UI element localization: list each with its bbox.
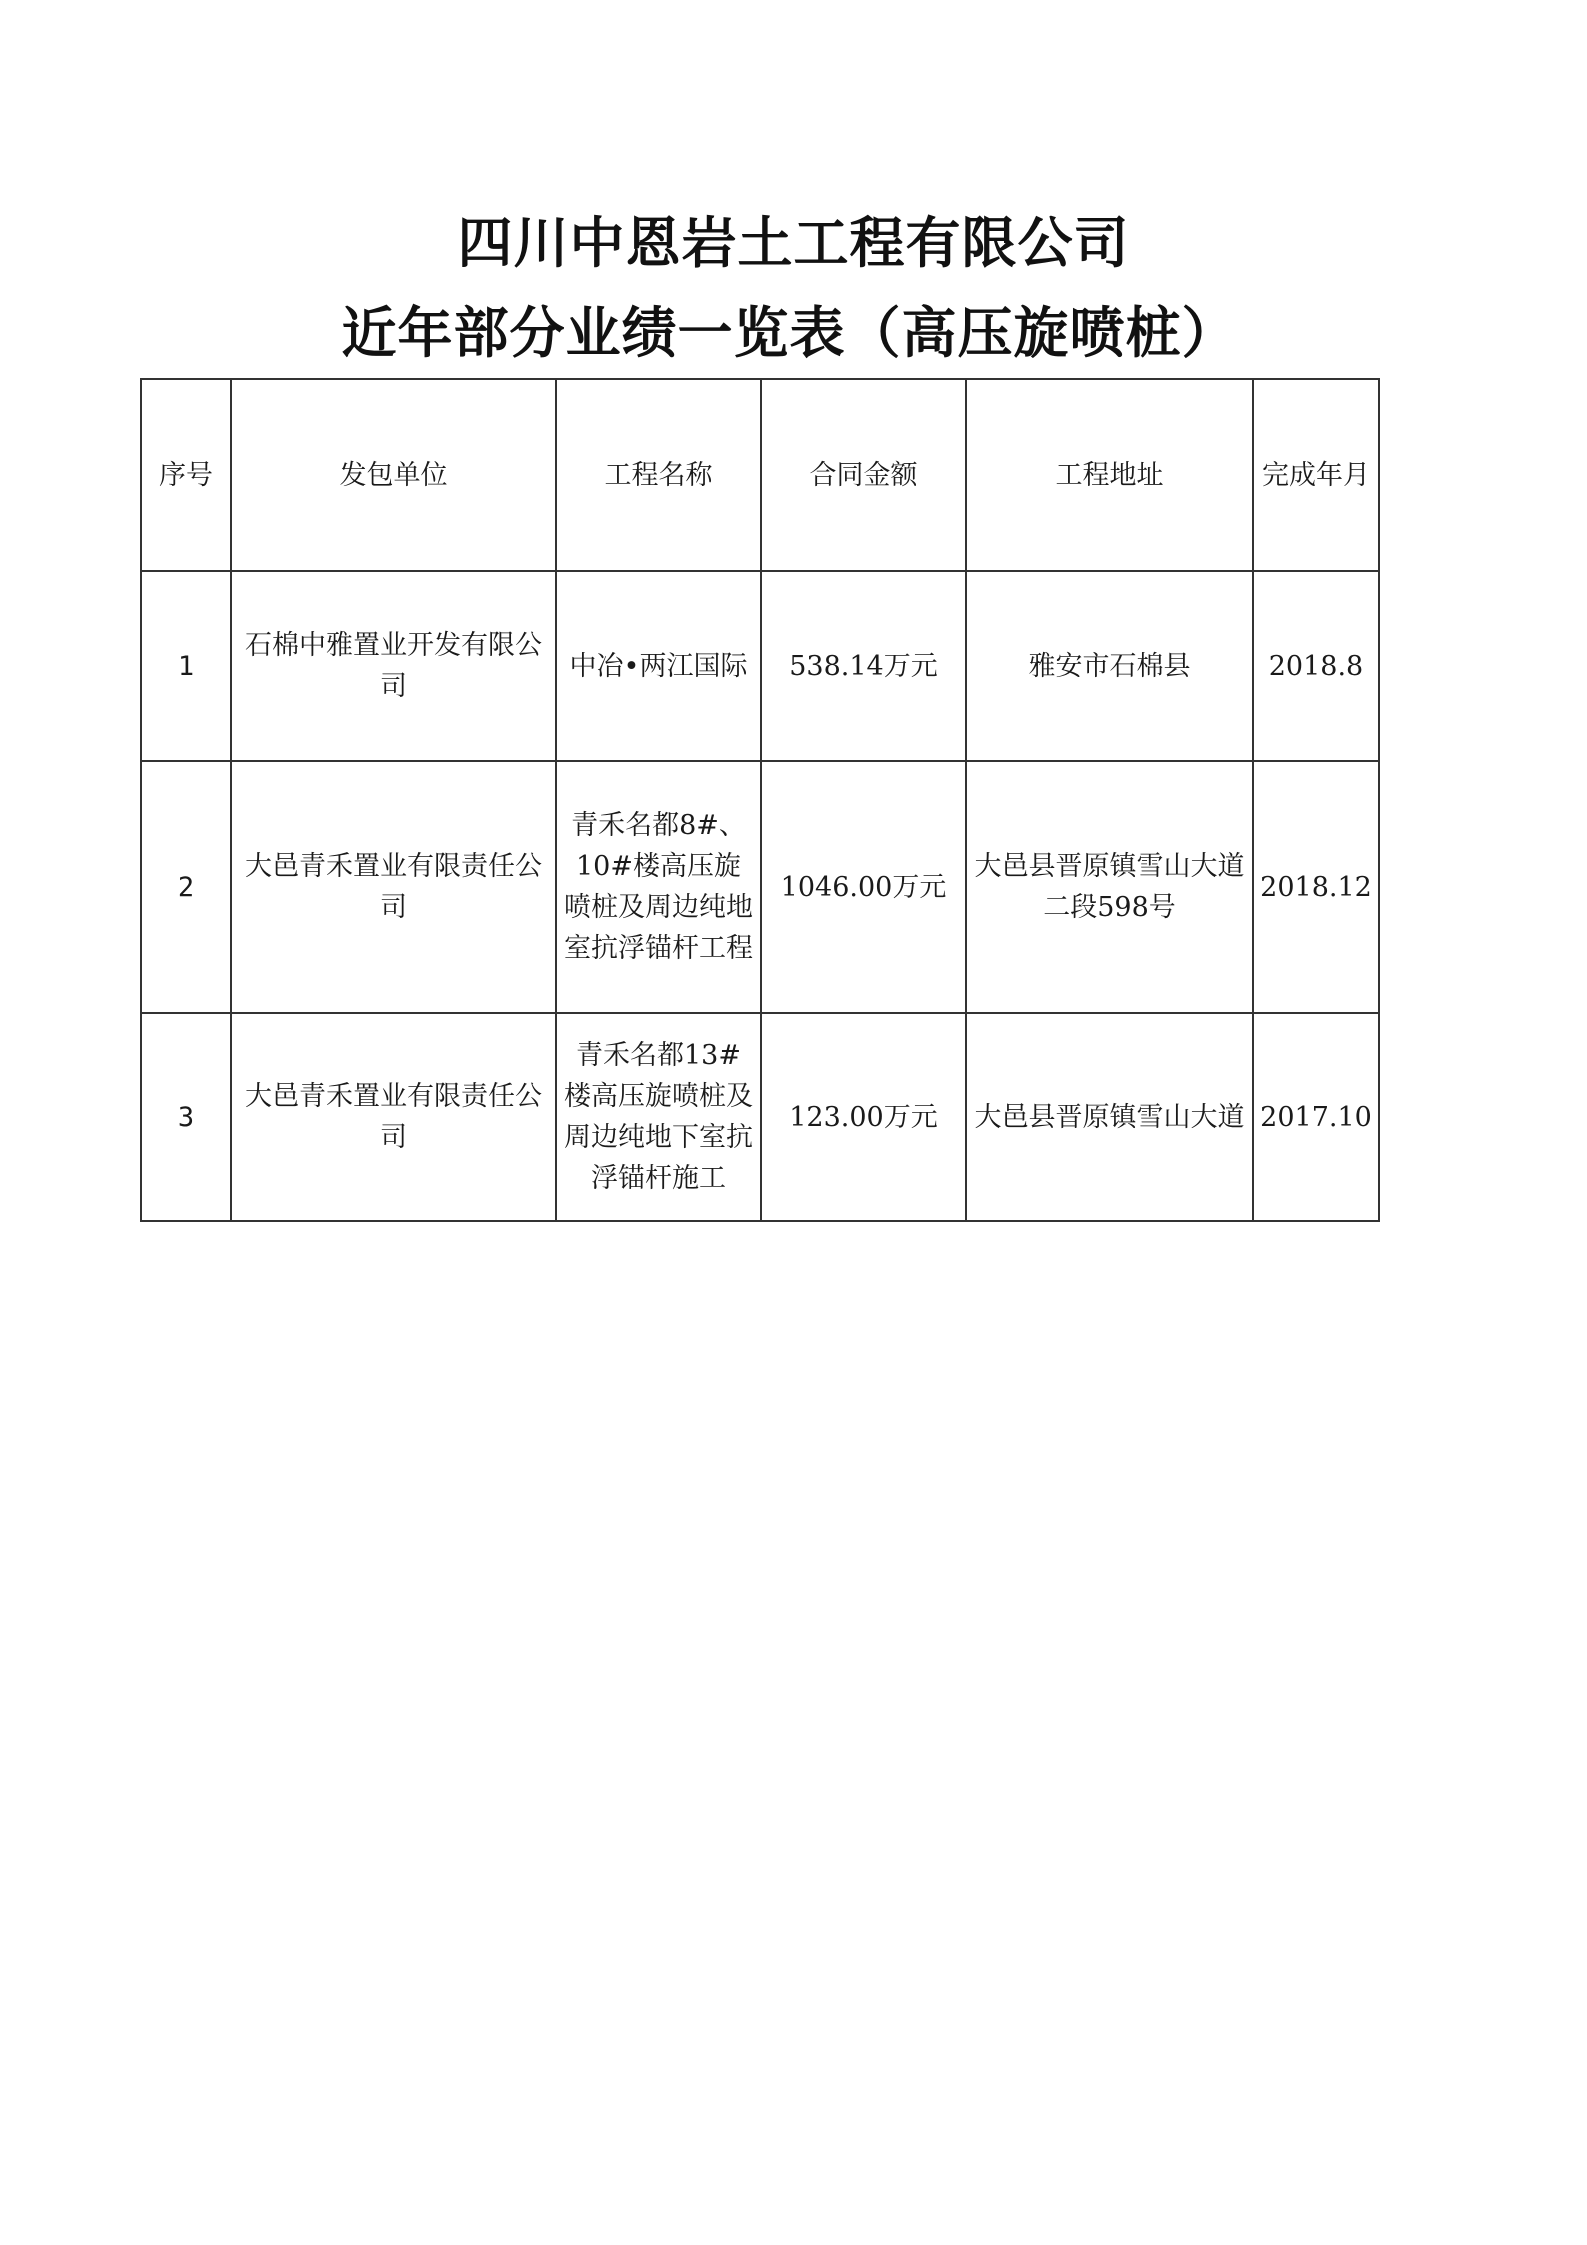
cell-client: 大邑青禾置业有限责任公司 — [231, 761, 556, 1013]
cell-serial-number: 1 — [141, 571, 231, 761]
header-contract-amount: 合同金额 — [761, 379, 966, 571]
table-row — [141, 1013, 1379, 1221]
cell-contract-amount: 123.00万元 — [761, 1013, 966, 1221]
cell-serial-number: 3 — [141, 1013, 231, 1221]
performance-table — [140, 378, 1380, 1222]
cell-client: 石棉中雅置业开发有限公司 — [231, 571, 556, 761]
company-name-title: 四川中恩岩土工程有限公司 — [457, 211, 1130, 275]
header-project-name: 工程名称 — [556, 379, 761, 571]
cell-completion-date: 2017.10 — [1253, 1013, 1379, 1221]
header-project-address: 工程地址 — [966, 379, 1253, 571]
table-row — [141, 571, 1379, 761]
cell-contract-amount: 538.14万元 — [761, 571, 966, 761]
cell-project-address: 雅安市石棉县 — [966, 571, 1253, 761]
table-subtitle: 近年部分业绩一览表（高压旋喷桩） — [341, 301, 1238, 365]
table-row — [141, 761, 1379, 1013]
cell-completion-date: 2018.8 — [1253, 571, 1379, 761]
document-title — [0, 198, 1587, 378]
cell-project-address: 大邑县晋原镇雪山大道 — [966, 1013, 1253, 1221]
cell-client: 大邑青禾置业有限责任公司 — [231, 1013, 556, 1221]
cell-completion-date: 2018.12 — [1253, 761, 1379, 1013]
cell-serial-number: 2 — [141, 761, 231, 1013]
header-serial-number: 序号 — [141, 379, 231, 571]
table-header-row — [141, 379, 1379, 571]
header-completion-date: 完成年月 — [1253, 379, 1379, 571]
cell-project-name: 中冶•两江国际 — [556, 571, 761, 761]
cell-project-name: 青禾名都8#、10#楼高压旋喷桩及周边纯地室抗浮锚杆工程 — [556, 761, 761, 1013]
header-client: 发包单位 — [231, 379, 556, 571]
cell-project-address: 大邑县晋原镇雪山大道二段598号 — [966, 761, 1253, 1013]
cell-project-name: 青禾名都13#楼高压旋喷桩及周边纯地下室抗浮锚杆施工 — [556, 1013, 761, 1221]
cell-contract-amount: 1046.00万元 — [761, 761, 966, 1013]
